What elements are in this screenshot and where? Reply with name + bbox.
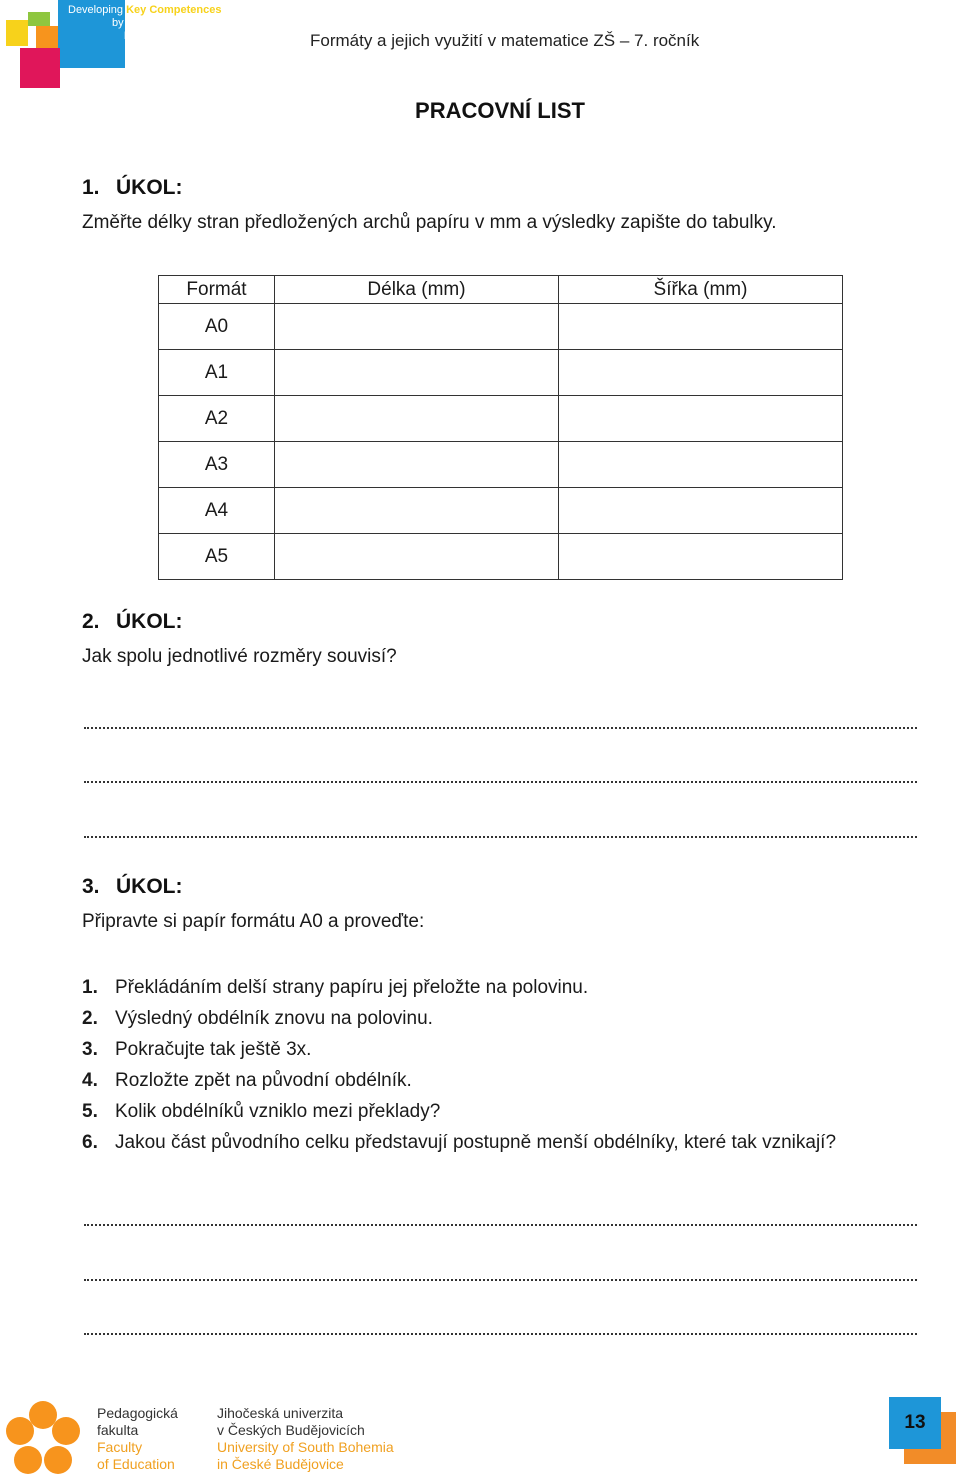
page-number: 13 xyxy=(889,1397,941,1449)
task3-heading xyxy=(82,875,183,899)
faculty-flower-logo xyxy=(4,1400,82,1478)
step-number: 5. xyxy=(82,1101,98,1122)
length-cell[interactable] xyxy=(275,442,559,488)
step-number: 1. xyxy=(82,977,98,998)
width-cell[interactable] xyxy=(559,350,843,396)
faculty-text xyxy=(97,1405,178,1473)
step-number: 2. xyxy=(82,1008,98,1029)
answer-line[interactable] xyxy=(84,1333,917,1335)
university-text xyxy=(217,1405,394,1473)
logo-line1-prefix: Developing xyxy=(68,4,124,16)
logo-text xyxy=(68,4,221,43)
table-header-row xyxy=(159,276,843,304)
length-cell[interactable] xyxy=(275,396,559,442)
list-item xyxy=(82,1037,836,1068)
length-cell[interactable] xyxy=(275,350,559,396)
length-cell[interactable] xyxy=(275,488,559,534)
list-item xyxy=(82,1006,836,1037)
step-number: 6. xyxy=(82,1132,98,1153)
step-number: 3. xyxy=(82,1039,98,1060)
format-cell: A3 xyxy=(159,442,275,488)
step-text: Kolik obdélníků vzniklo mezi překlady? xyxy=(115,1101,441,1122)
table-row xyxy=(159,488,843,534)
university-cz-line2: v Českých Budějovicích xyxy=(217,1422,365,1438)
task1-heading-label: ÚKOL: xyxy=(116,176,183,199)
format-cell: A4 xyxy=(159,488,275,534)
list-item xyxy=(82,975,836,1006)
answer-line[interactable] xyxy=(84,836,917,838)
task3-heading-label: ÚKOL: xyxy=(116,875,183,898)
step-number: 4. xyxy=(82,1070,98,1091)
task3-instruction: Připravte si papír formátu A0 a proveďte: xyxy=(82,911,425,932)
width-cell[interactable] xyxy=(559,304,843,350)
format-cell: A0 xyxy=(159,304,275,350)
list-item xyxy=(82,1130,836,1161)
width-cell[interactable] xyxy=(559,442,843,488)
faculty-cz-line2: fakulta xyxy=(97,1422,139,1438)
step-text: Pokračujte tak ještě 3x. xyxy=(115,1039,312,1060)
university-cz-line1: Jihočeská univerzita xyxy=(217,1405,344,1421)
answer-line[interactable] xyxy=(84,781,917,783)
task1-instruction: Změřte délky stran předložených archů papíru v mm a výsledky zapište do tabulky. xyxy=(82,212,777,233)
width-cell[interactable] xyxy=(559,396,843,442)
table-row xyxy=(159,350,843,396)
step-text: Překládáním delší strany papíru jej přeložte na polovinu. xyxy=(115,977,589,998)
table-row xyxy=(159,442,843,488)
format-cell: A5 xyxy=(159,534,275,580)
task2-question: Jak spolu jednotlivé rozměry souvisí? xyxy=(82,646,397,667)
document-header-title: Formáty a jejich využití v matematice ZŠ – 7. ročník xyxy=(310,31,700,50)
answer-line[interactable] xyxy=(84,727,917,729)
step-text: Rozložte zpět na původní obdélník. xyxy=(115,1070,412,1091)
logo-line2-bold: Mathematics xyxy=(126,17,194,29)
university-en-line2: in České Budějovice xyxy=(217,1456,344,1472)
format-cell: A2 xyxy=(159,396,275,442)
table-header-width: Šířka (mm) xyxy=(559,276,843,304)
length-cell[interactable] xyxy=(275,304,559,350)
task2-heading-label: ÚKOL: xyxy=(116,610,183,633)
logo-line1-bold: Key Competences xyxy=(126,4,222,16)
measurement-table xyxy=(158,275,843,580)
table-row xyxy=(159,396,843,442)
task3-number: 3. xyxy=(82,875,100,898)
steps-list xyxy=(82,975,836,1161)
list-item xyxy=(82,1068,836,1099)
step-text: Výsledný obdélník znovu na polovinu. xyxy=(115,1008,433,1029)
table-header-length: Délka (mm) xyxy=(275,276,559,304)
table-row xyxy=(159,534,843,580)
task1-number: 1. xyxy=(82,176,100,199)
task2-number: 2. xyxy=(82,610,100,633)
task2-heading xyxy=(82,610,183,634)
length-cell[interactable] xyxy=(275,534,559,580)
step-text: Jakou část původního celku představují postupně menší obdélníky, které tak vznikají? xyxy=(115,1132,837,1153)
width-cell[interactable] xyxy=(559,488,843,534)
answer-line[interactable] xyxy=(84,1279,917,1281)
university-en-line1: University of South Bohemia xyxy=(217,1439,394,1455)
table-row xyxy=(159,304,843,350)
list-item xyxy=(82,1099,836,1130)
format-cell: A1 xyxy=(159,350,275,396)
faculty-cz-line1: Pedagogická xyxy=(97,1405,178,1421)
logo-line2-prefix: by xyxy=(112,17,124,29)
faculty-en-line1: Faculty xyxy=(97,1439,143,1455)
logo-line3: Education xyxy=(124,30,178,42)
page-title: PRACOVNÍ LIST xyxy=(415,98,585,123)
task1-heading xyxy=(82,176,183,200)
table-header-format: Formát xyxy=(159,276,275,304)
faculty-en-line2: of Education xyxy=(97,1456,175,1472)
width-cell[interactable] xyxy=(559,534,843,580)
answer-line[interactable] xyxy=(84,1224,917,1226)
